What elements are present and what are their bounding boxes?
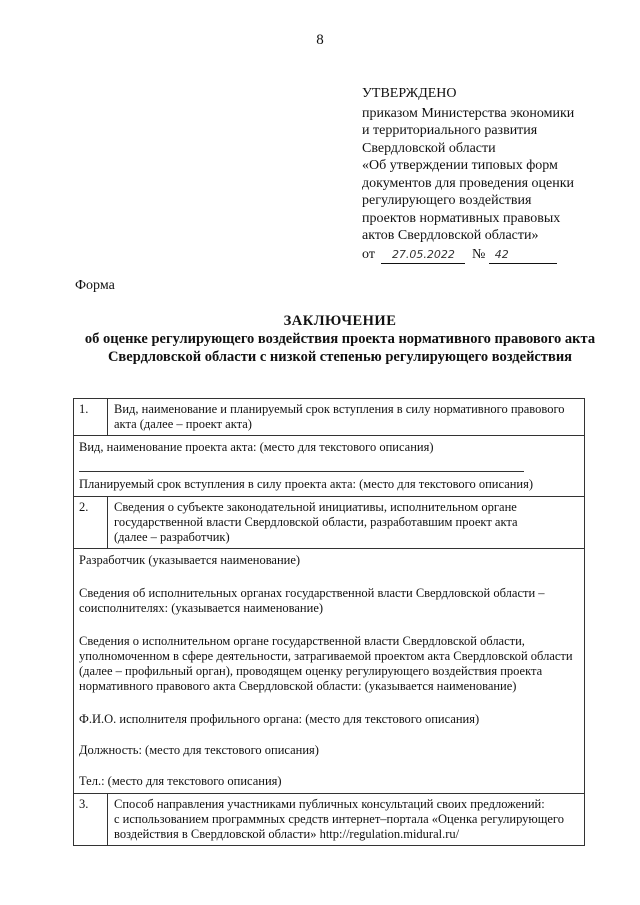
section-fields-row	[74, 436, 585, 497]
section-heading	[108, 794, 585, 846]
heading-line: воздействия в Свердловской области» http://regulation.midural.ru/	[114, 827, 460, 841]
document-title	[60, 312, 620, 366]
approval-line: приказом Министерства экономики	[362, 105, 575, 121]
approval-line: регулирующего воздействия	[362, 193, 532, 208]
form-label: Форма	[75, 278, 115, 293]
field-act-name: Вид, наименование проекта акта: (место для текстового описания)	[79, 440, 434, 454]
field-phone: Тел.: (место для текстового описания)	[79, 774, 282, 788]
approval-line: и территориального развития	[362, 123, 538, 138]
field-developer: Разработчик (указывается наименование)	[79, 553, 301, 567]
handwritten-date: 27.05.2022	[381, 246, 465, 265]
field-co-executors: Сведения об исполнительных органах государственной власти Свердловской области – соисполнителях: (указывается наименование)	[79, 586, 545, 615]
approval-date-row	[362, 246, 632, 265]
heading-line: Способ направления участниками публичных консультаций своих предложений:	[114, 797, 545, 811]
section-heading: Вид, наименование и планируемый срок вступления в силу нормативного правового акта (далее – проект акта)	[108, 399, 585, 436]
section-header-row	[74, 794, 585, 846]
heading-line: Сведения о субъекте законодательной инициативы, исполнительном органе	[114, 500, 517, 514]
approval-line: документов для проведения оценки	[362, 175, 575, 191]
section-header-row	[74, 399, 585, 436]
heading-line: (далее – разработчик)	[114, 530, 230, 544]
title-line: об оценке регулирующего воздействия проекта нормативного правового акта	[84, 331, 596, 347]
approval-line: проектов нормативных правовых	[362, 210, 561, 226]
handwritten-number: 42	[489, 246, 557, 265]
field-entry-date: Планируемый срок вступления в силу проекта акта: (место для текстового описания)	[79, 477, 534, 491]
approval-stamp	[362, 85, 632, 264]
field-executor-name: Ф.И.О. исполнителя профильного органа: (место для текстового описания)	[79, 712, 480, 726]
section-2-fields	[74, 549, 585, 794]
title-line: Свердловской области с низкой степенью регулирующего воздействия	[107, 349, 573, 365]
page-number: 8	[316, 32, 324, 48]
assessment-form-table	[73, 398, 585, 846]
section-fields-row	[74, 549, 585, 794]
approval-line: «Об утверждении типовых форм	[362, 158, 558, 173]
section-number: 2.	[74, 497, 108, 549]
date-prefix: от	[362, 246, 375, 262]
section-number: 1.	[74, 399, 108, 436]
field-position: Должность: (место для текстового описания)	[79, 743, 319, 757]
section-number: 3.	[74, 794, 108, 846]
approval-title: УТВЕРЖДЕНО	[362, 86, 457, 101]
heading-line: государственной власти Свердловской области, разработавшим проект акта	[114, 515, 518, 529]
section-1-fields	[74, 436, 585, 497]
approval-line: Свердловской области	[362, 140, 496, 156]
number-prefix: №	[471, 246, 486, 262]
approval-line: актов Свердловской области»	[362, 228, 539, 243]
field-profile-body: Сведения о исполнительном органе государственной власти Свердловской области, уполномоченном в сфере деятельности, затрагиваемой проектом акта Свердловской области (далее – профильный орган), проводящем оценку регулирующего воздействия проекта нормативного правового акта Свердловской области: (указывается наименование)	[79, 634, 573, 693]
heading-line: с использованием программных средств интернет–портала «Оценка регулирующего	[114, 812, 564, 826]
title-main: ЗАКЛЮЧЕНИЕ	[283, 313, 397, 329]
section-heading	[108, 497, 585, 549]
fill-line	[79, 455, 524, 472]
section-header-row	[74, 497, 585, 549]
